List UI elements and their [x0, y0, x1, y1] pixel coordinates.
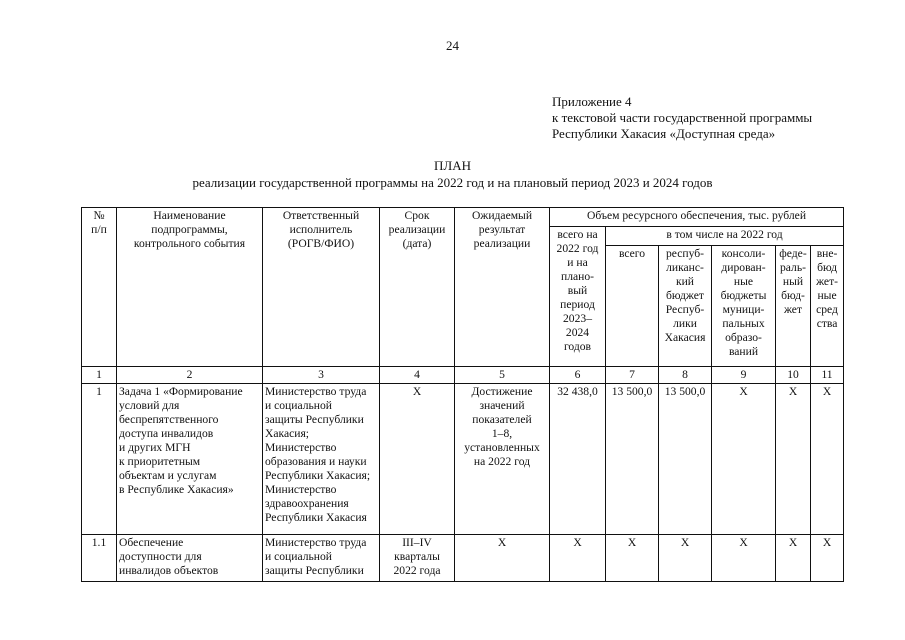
header-municipal-budget: консоли- дирован- ные бюджеты муници- пальных образо- ваний: [712, 246, 776, 367]
column-number: 7: [606, 367, 659, 384]
row-result: Достижение значений показателей 1–8, установленных на 2022 год: [455, 384, 550, 535]
row-term: III–IV кварталы 2022 года: [380, 535, 455, 582]
column-number: 10: [776, 367, 811, 384]
column-number: 11: [811, 367, 844, 384]
header-extrabudget: вне- бюд жет- ные сред ства: [811, 246, 844, 367]
row-federal-budget: X: [776, 384, 811, 535]
header-executor: Ответственный исполнитель (РОГВ/ФИО): [263, 208, 380, 367]
appendix-line-3: Республики Хакасия «Доступная среда»: [552, 126, 776, 141]
row-total: X: [606, 535, 659, 582]
row-executor: Министерство труда и социальной защиты Республики: [263, 535, 380, 582]
page-number: 24: [446, 38, 459, 53]
appendix-line-1: Приложение 4: [552, 94, 632, 109]
header-result: Ожидаемый результат реализации: [455, 208, 550, 367]
header-federal-budget: феде- раль- ный бюд- жет: [776, 246, 811, 367]
row-num: 1.1: [82, 535, 117, 582]
column-number: 5: [455, 367, 550, 384]
column-number: 3: [263, 367, 380, 384]
column-number: 4: [380, 367, 455, 384]
row-result: X: [455, 535, 550, 582]
header-incl-2022: в том числе на 2022 год: [606, 227, 844, 246]
column-number-row: [82, 367, 844, 384]
row-total-period: X: [550, 535, 606, 582]
table-row: [82, 384, 844, 535]
header-total-period: всего на 2022 год и на плано- вый период 2023– 2024 годов: [550, 227, 606, 367]
row-federal-budget: X: [776, 535, 811, 582]
document-subtitle: реализации государственной программы на 2022 год и на плановый период 2023 и 2024 годов: [192, 175, 713, 190]
column-number: 1: [82, 367, 117, 384]
header-republic-budget: респуб- ликанс- кий бюджет Респуб- лики Хакасия: [659, 246, 712, 367]
row-extrabudget: X: [811, 535, 844, 582]
header-total: всего: [606, 246, 659, 367]
header-resource: Объем ресурсного обеспечения, тыс. рублей: [550, 208, 844, 227]
row-municipal-budget: X: [712, 535, 776, 582]
row-name: Обеспечение доступности для инвалидов объектов: [117, 535, 263, 582]
row-extrabudget: X: [811, 384, 844, 535]
document-title: ПЛАН: [434, 158, 471, 173]
table-row: [82, 535, 844, 582]
header-num: № п/п: [82, 208, 117, 367]
row-term: X: [380, 384, 455, 535]
row-total: 13 500,0: [606, 384, 659, 535]
column-number: 9: [712, 367, 776, 384]
header-name: Наименование подпрограммы, контрольного события: [117, 208, 263, 367]
appendix-block: [552, 94, 812, 142]
row-executor: Министерство труда и социальной защиты Республики Хакасия; Министерство образования и науки Республики Хакасия; Министерство здравоохранения Республики Хакасия: [263, 384, 380, 535]
column-number: 6: [550, 367, 606, 384]
appendix-line-2: к текстовой части государственной программы: [552, 110, 813, 125]
row-republic-budget: X: [659, 535, 712, 582]
row-num: 1: [82, 384, 117, 535]
header-term: Срок реализации (дата): [380, 208, 455, 367]
column-number: 2: [117, 367, 263, 384]
row-municipal-budget: X: [712, 384, 776, 535]
plan-table: [81, 207, 844, 582]
row-name: Задача 1 «Формирование условий для беспрепятственного доступа инвалидов и других МГН к приоритетным объектам и услугам в Республике Хакасия»: [117, 384, 263, 535]
column-number: 8: [659, 367, 712, 384]
row-total-period: 32 438,0: [550, 384, 606, 535]
row-republic-budget: 13 500,0: [659, 384, 712, 535]
